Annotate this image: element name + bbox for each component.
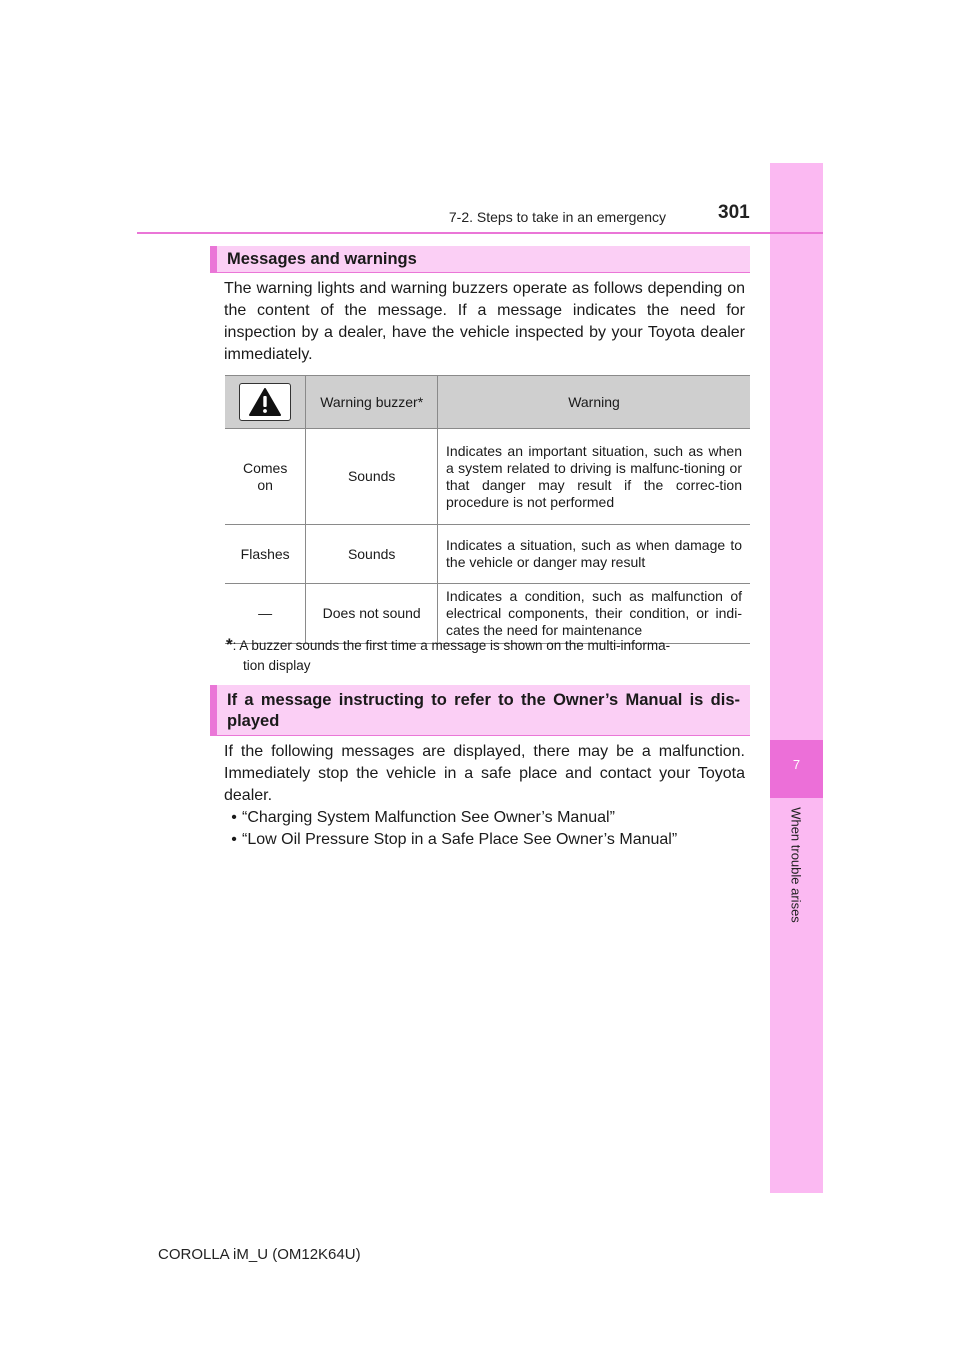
warning-table xyxy=(225,375,750,644)
header-section-title: 7-2. Steps to take in an emergency xyxy=(448,209,666,225)
light-cell: Comes on xyxy=(225,429,306,525)
footnote-line2: tion display xyxy=(243,658,311,673)
table-footnote xyxy=(226,635,746,676)
intro-paragraph: The warning lights and warning buzzers operate as follows depending on the content of the message. If a message indicates the need for inspection by a dealer, have the vehicle inspected by your Toyota dealer immediately. xyxy=(224,280,745,363)
list-item-text: “Charging System Malfunction See Owner’s Manual” xyxy=(242,809,615,826)
warning-cell: Indicates a situation, such as when damage to the vehicle or danger may result xyxy=(438,525,750,584)
header-buzzer-cell: Warning buzzer* xyxy=(306,376,438,429)
malfunction-paragraph: If the following messages are displayed, there may be a malfunction. Immediately stop the vehicle in a safe place and contact your Toyota dealer. xyxy=(224,743,745,804)
warning-cell: Indicates a condition, such as malfunction of electrical components, their condition, or indi-cates the need for maintenance xyxy=(438,584,750,644)
list-item xyxy=(226,829,677,851)
section-heading-messages: Messages and warnings xyxy=(210,246,750,273)
header-rule xyxy=(137,232,823,234)
list-item xyxy=(226,807,677,829)
chapter-number: 7 xyxy=(792,757,801,772)
footer-model-code: COROLLA iM_U (OM12K64U) xyxy=(158,1246,361,1263)
warning-triangle-icon xyxy=(239,383,291,421)
bullet-icon: • xyxy=(231,809,237,826)
chapter-title: When trouble arises xyxy=(788,807,804,923)
buzzer-cell: Sounds xyxy=(306,429,438,525)
section-heading-owners-manual: If a message instructing to refer to the Owner’s Manual is dis-played xyxy=(210,685,750,736)
footnote-line1: : A buzzer sounds the first time a message is shown on the multi-informa- xyxy=(232,638,671,653)
chapter-side-tab xyxy=(770,163,823,1193)
warning-cell: Indicates an important situation, such as when a system related to driving is malfunc-tioning or that danger may result if the correc-tion procedure is not performed xyxy=(438,429,750,525)
page-number: 301 xyxy=(718,202,750,223)
buzzer-cell: Does not sound xyxy=(306,584,438,644)
footnote-marker: * xyxy=(226,635,233,654)
message-list xyxy=(226,807,677,851)
table-row xyxy=(225,525,750,584)
bullet-icon: • xyxy=(231,831,237,848)
header-warning-cell: Warning xyxy=(438,376,750,429)
table-header-row xyxy=(225,376,750,429)
buzzer-cell: Sounds xyxy=(306,525,438,584)
light-cell: Flashes xyxy=(225,525,306,584)
header-light-cell xyxy=(225,376,306,429)
light-cell: — xyxy=(225,584,306,644)
table-row xyxy=(225,429,750,525)
list-item-text: “Low Oil Pressure Stop in a Safe Place See Owner’s Manual” xyxy=(242,831,678,848)
